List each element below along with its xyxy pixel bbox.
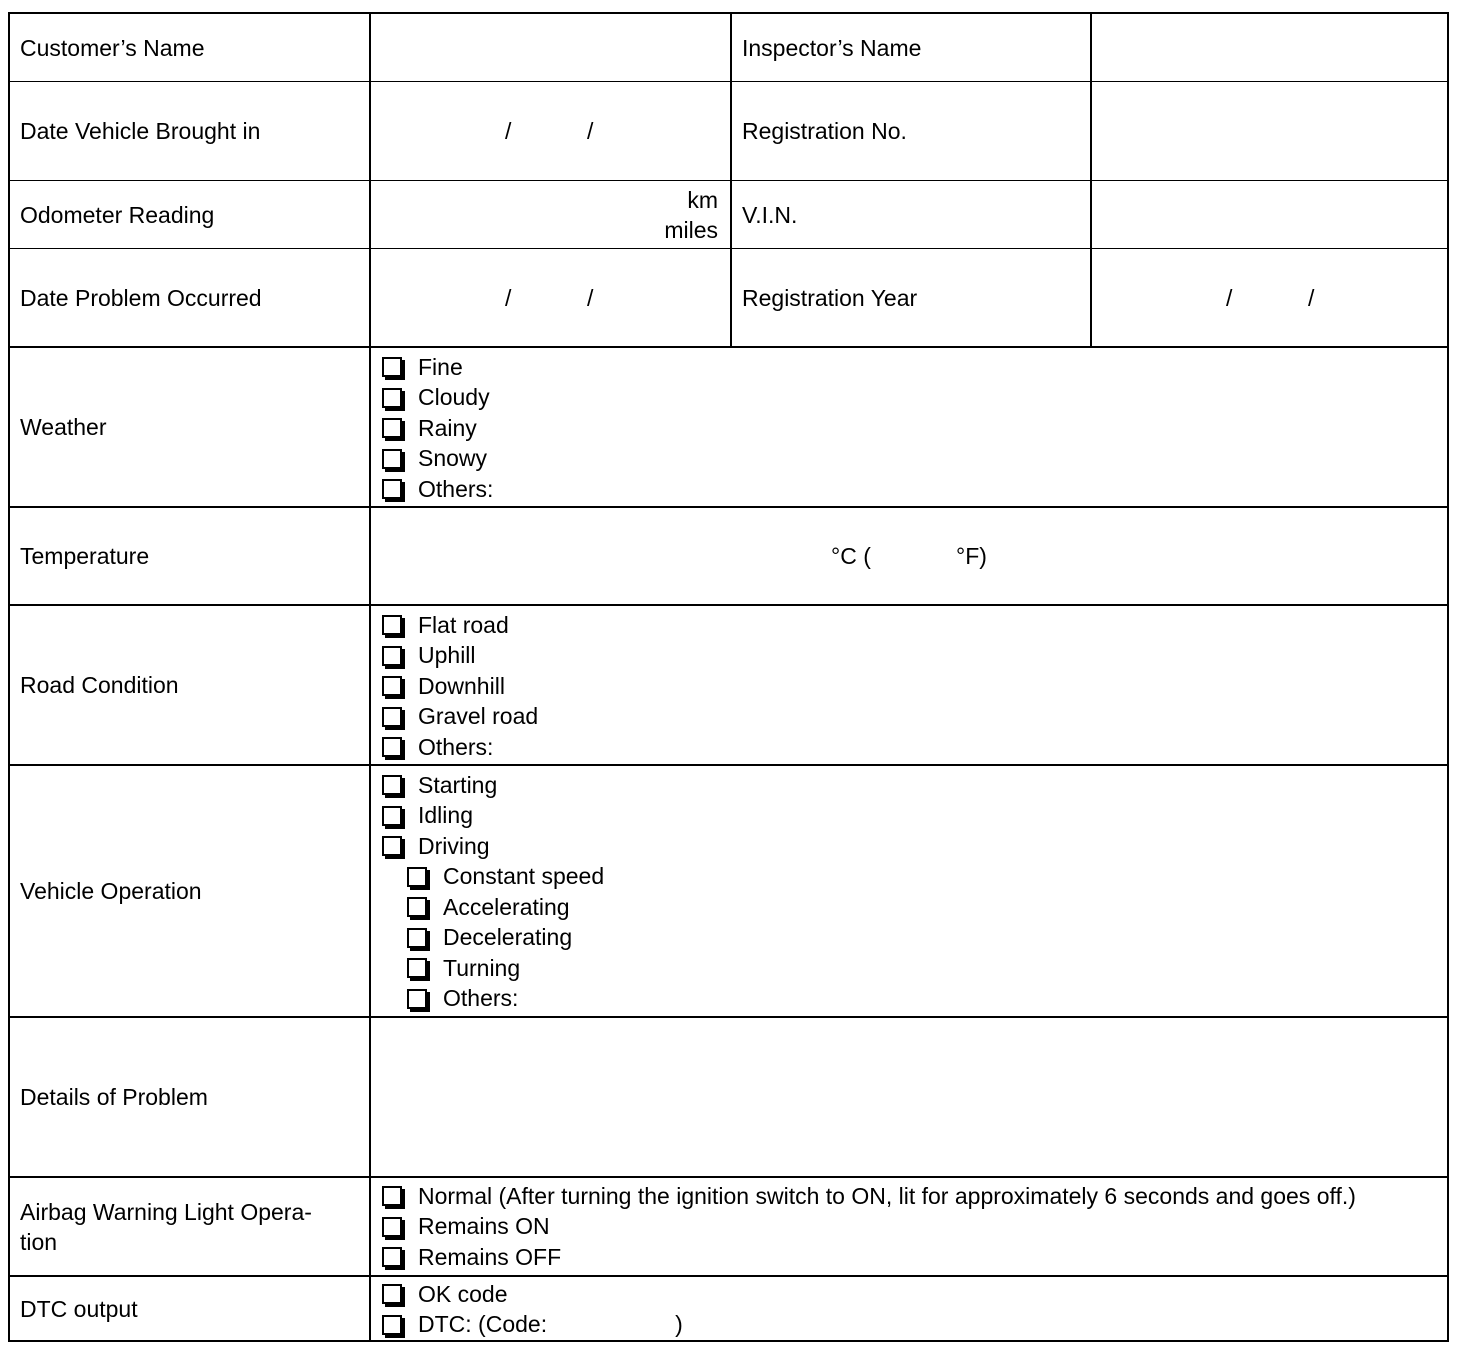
date-vehicle-field[interactable] (369, 82, 730, 180)
row-customer (10, 14, 1447, 81)
checkbox[interactable] (382, 479, 402, 499)
checkbox[interactable] (382, 388, 402, 408)
odometer-field[interactable] (369, 181, 730, 248)
row-date-problem (10, 248, 1447, 346)
driving-option-accelerating[interactable]: Accelerating (379, 892, 604, 923)
temperature-unit-c: °C ( (831, 543, 871, 569)
checkbox[interactable] (407, 989, 427, 1009)
road-option-downhill[interactable]: Downhill (379, 671, 538, 702)
checkbox[interactable] (382, 418, 402, 438)
row-vehicle-operation (10, 764, 1447, 1016)
registration-no-field[interactable] (1090, 82, 1447, 180)
operation-option-idling[interactable]: Idling (379, 801, 604, 832)
row-date-vehicle (10, 81, 1447, 180)
date-vehicle-label-cell (10, 82, 369, 180)
weather-option-snowy[interactable]: Snowy (379, 444, 493, 475)
customer-name-label: Customer’s Name (20, 34, 205, 61)
airbag-label (20, 1197, 312, 1257)
road-option-gravel[interactable]: Gravel road (379, 702, 538, 733)
weather-options (369, 348, 1447, 506)
temperature-label-cell (10, 508, 369, 604)
checkbox[interactable] (382, 1315, 402, 1335)
registration-year-label-cell (730, 249, 1090, 346)
customer-name-field[interactable] (369, 14, 730, 81)
row-road-condition (10, 604, 1447, 764)
weather-label-cell (10, 348, 369, 506)
row-temperature (10, 506, 1447, 604)
registration-no-label: Registration No. (742, 118, 907, 144)
date-vehicle-label: Date Vehicle Brought in (20, 118, 261, 144)
date-problem-label: Date Problem Occurred (20, 284, 262, 311)
driving-option-decelerating[interactable]: Decelerating (379, 923, 604, 954)
checkbox[interactable] (382, 1284, 402, 1304)
vehicle-operation-options (369, 766, 1447, 1016)
registration-year-label: Registration Year (742, 284, 918, 311)
dtc-label-cell (10, 1277, 369, 1340)
inspector-name-label-cell (730, 14, 1090, 81)
checkbox[interactable] (407, 928, 427, 948)
odometer-label: Odometer Reading (20, 201, 215, 228)
checkbox[interactable] (382, 1186, 402, 1206)
road-option-uphill[interactable]: Uphill (379, 641, 538, 672)
dtc-label: DTC output (20, 1295, 138, 1322)
checkbox[interactable] (382, 707, 402, 727)
row-odometer (10, 180, 1447, 248)
checkbox[interactable] (382, 1217, 402, 1237)
date-problem-label-cell (10, 249, 369, 346)
checkbox[interactable] (382, 357, 402, 377)
driving-option-others[interactable]: Others: (379, 984, 604, 1015)
airbag-option-normal[interactable]: Normal (After turning the ignition switch to ON, lit for approximately 6 seconds and goes off.) (379, 1181, 1356, 1212)
weather-option-cloudy[interactable]: Cloudy (379, 383, 493, 414)
row-weather (10, 346, 1447, 506)
driving-option-turning[interactable]: Turning (379, 953, 604, 984)
airbag-option-remains-on[interactable]: Remains ON (379, 1212, 1356, 1243)
date-separator: / (505, 118, 512, 144)
dtc-options (369, 1277, 1447, 1340)
checkbox[interactable] (407, 897, 427, 917)
vin-label-cell (730, 181, 1090, 248)
operation-option-driving[interactable]: Driving (379, 831, 604, 862)
inspector-name-label: Inspector’s Name (742, 34, 922, 61)
airbag-options (369, 1178, 1447, 1275)
details-label: Details of Problem (20, 1084, 208, 1110)
checkbox[interactable] (382, 737, 402, 757)
temperature-field[interactable] (369, 508, 1447, 604)
odometer-unit-km: km (687, 187, 718, 213)
date-separator: / (1226, 284, 1233, 311)
road-condition-options (369, 606, 1447, 764)
dtc-option-code[interactable]: DTC: (Code: ) (379, 1310, 683, 1341)
driving-option-constant-speed[interactable]: Constant speed (379, 862, 604, 893)
checkbox[interactable] (407, 867, 427, 887)
vin-label: V.I.N. (742, 201, 798, 228)
checkbox[interactable] (382, 1247, 402, 1267)
registration-year-field[interactable] (1090, 249, 1447, 346)
weather-option-fine[interactable]: Fine (379, 352, 493, 383)
airbag-label-cell (10, 1178, 369, 1275)
checkbox[interactable] (382, 646, 402, 666)
weather-label: Weather (20, 414, 107, 440)
registration-no-label-cell (730, 82, 1090, 180)
checkbox[interactable] (382, 836, 402, 856)
odometer-label-cell (10, 181, 369, 248)
temperature-unit-f: °F) (956, 543, 987, 569)
row-details (10, 1016, 1447, 1176)
details-field[interactable] (369, 1018, 1447, 1176)
checkbox[interactable] (382, 615, 402, 635)
date-separator: / (1308, 284, 1315, 311)
vin-field[interactable] (1090, 181, 1447, 248)
inspector-name-field[interactable] (1090, 14, 1447, 81)
date-separator: / (505, 284, 512, 311)
row-dtc (10, 1275, 1447, 1340)
checkbox[interactable] (382, 676, 402, 696)
road-condition-label-cell (10, 606, 369, 764)
dtc-option-ok-code[interactable]: OK code (379, 1279, 683, 1310)
row-airbag (10, 1176, 1447, 1275)
date-separator: / (587, 284, 594, 311)
vehicle-operation-label: Vehicle Operation (20, 878, 202, 904)
checkbox[interactable] (407, 958, 427, 978)
vehicle-operation-label-cell (10, 766, 369, 1016)
details-label-cell (10, 1018, 369, 1176)
diagnostic-worksheet (8, 12, 1449, 1342)
airbag-label-line2: tion (20, 1228, 58, 1255)
checkbox[interactable] (382, 449, 402, 469)
airbag-label-line1: Airbag Warning Light Opera- (20, 1198, 312, 1225)
checkbox[interactable] (382, 806, 402, 826)
date-separator: / (587, 118, 594, 144)
road-option-others[interactable]: Others: (379, 732, 538, 763)
date-problem-field[interactable] (369, 249, 730, 346)
road-condition-label: Road Condition (20, 672, 179, 698)
customer-name-label-cell (10, 14, 369, 81)
temperature-label: Temperature (20, 543, 150, 569)
odometer-unit-miles: miles (664, 217, 718, 243)
airbag-option-remains-off[interactable]: Remains OFF (379, 1242, 1356, 1273)
checkbox[interactable] (382, 775, 402, 795)
weather-option-rainy[interactable]: Rainy (379, 413, 493, 444)
road-option-flat[interactable]: Flat road (379, 610, 538, 641)
weather-option-others[interactable]: Others: (379, 474, 493, 505)
operation-option-starting[interactable]: Starting (379, 770, 604, 801)
